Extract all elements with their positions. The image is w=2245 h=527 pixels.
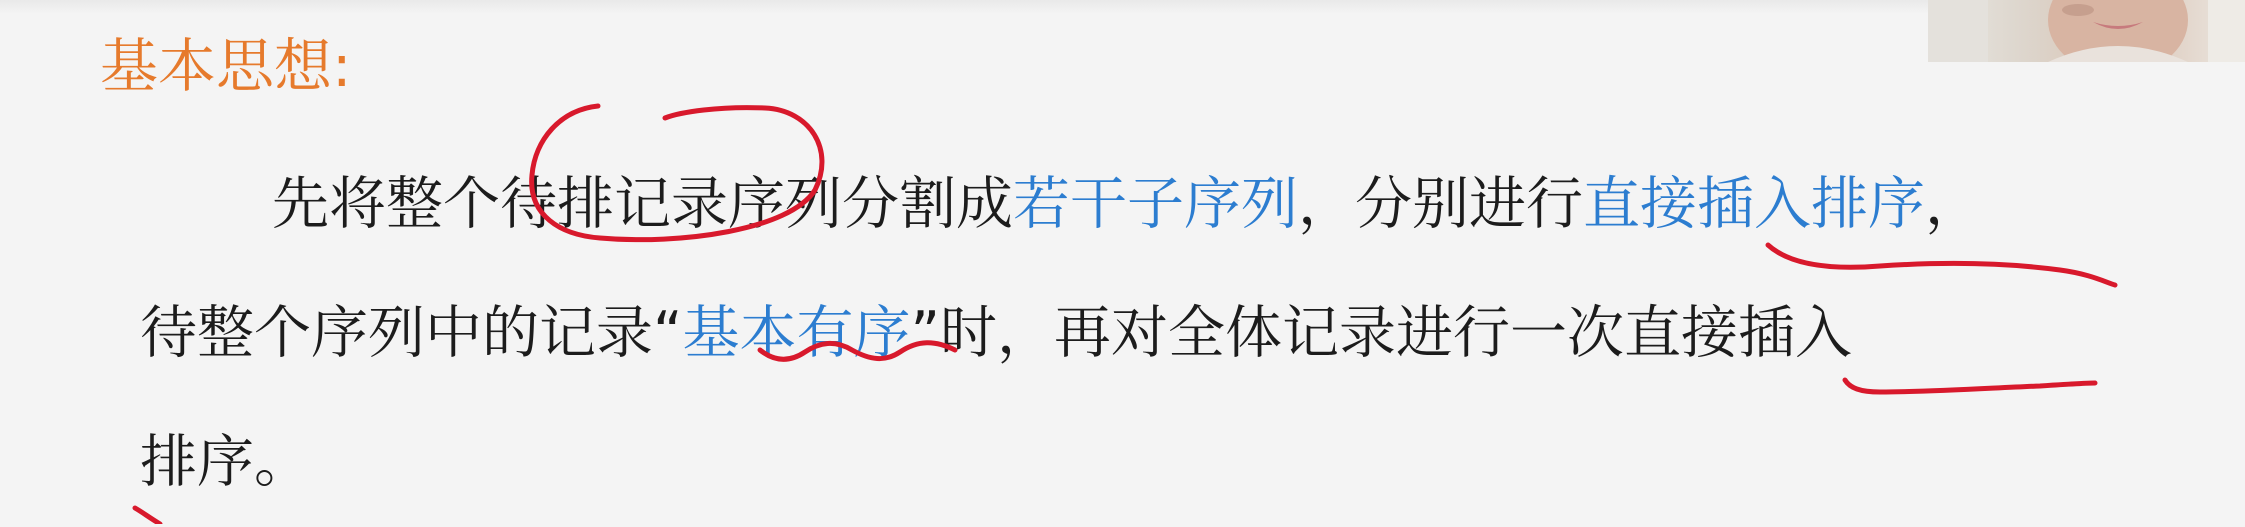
highlight-basically-ordered: 基本有序: [682, 300, 911, 366]
text-span: 排序。: [140, 429, 311, 495]
paragraph-line-1: [272, 140, 1982, 269]
paragraph-line-3: [140, 398, 311, 527]
highlight-subsequences: 若干子序列: [1013, 171, 1298, 237]
highlight-direct-insertion-sort: 直接插入排序: [1583, 171, 1925, 237]
text-span: 先将整个待排记录序列分割成: [272, 171, 1013, 237]
text-span: 待整个序列中的记录“: [140, 300, 683, 366]
presenter-face-image: [1928, 0, 2245, 62]
text-span: ”时，再对全体记录进行一次直接插入: [910, 300, 1853, 366]
text-span: ，: [1925, 171, 1982, 237]
paragraph-line-2: [140, 269, 1852, 398]
ink-underline-direct-insertion: [1845, 380, 2095, 392]
webcam-overlay: [1928, 0, 2245, 62]
text-span: ，分别进行: [1298, 171, 1583, 237]
section-heading: 基本思想:: [100, 32, 352, 100]
